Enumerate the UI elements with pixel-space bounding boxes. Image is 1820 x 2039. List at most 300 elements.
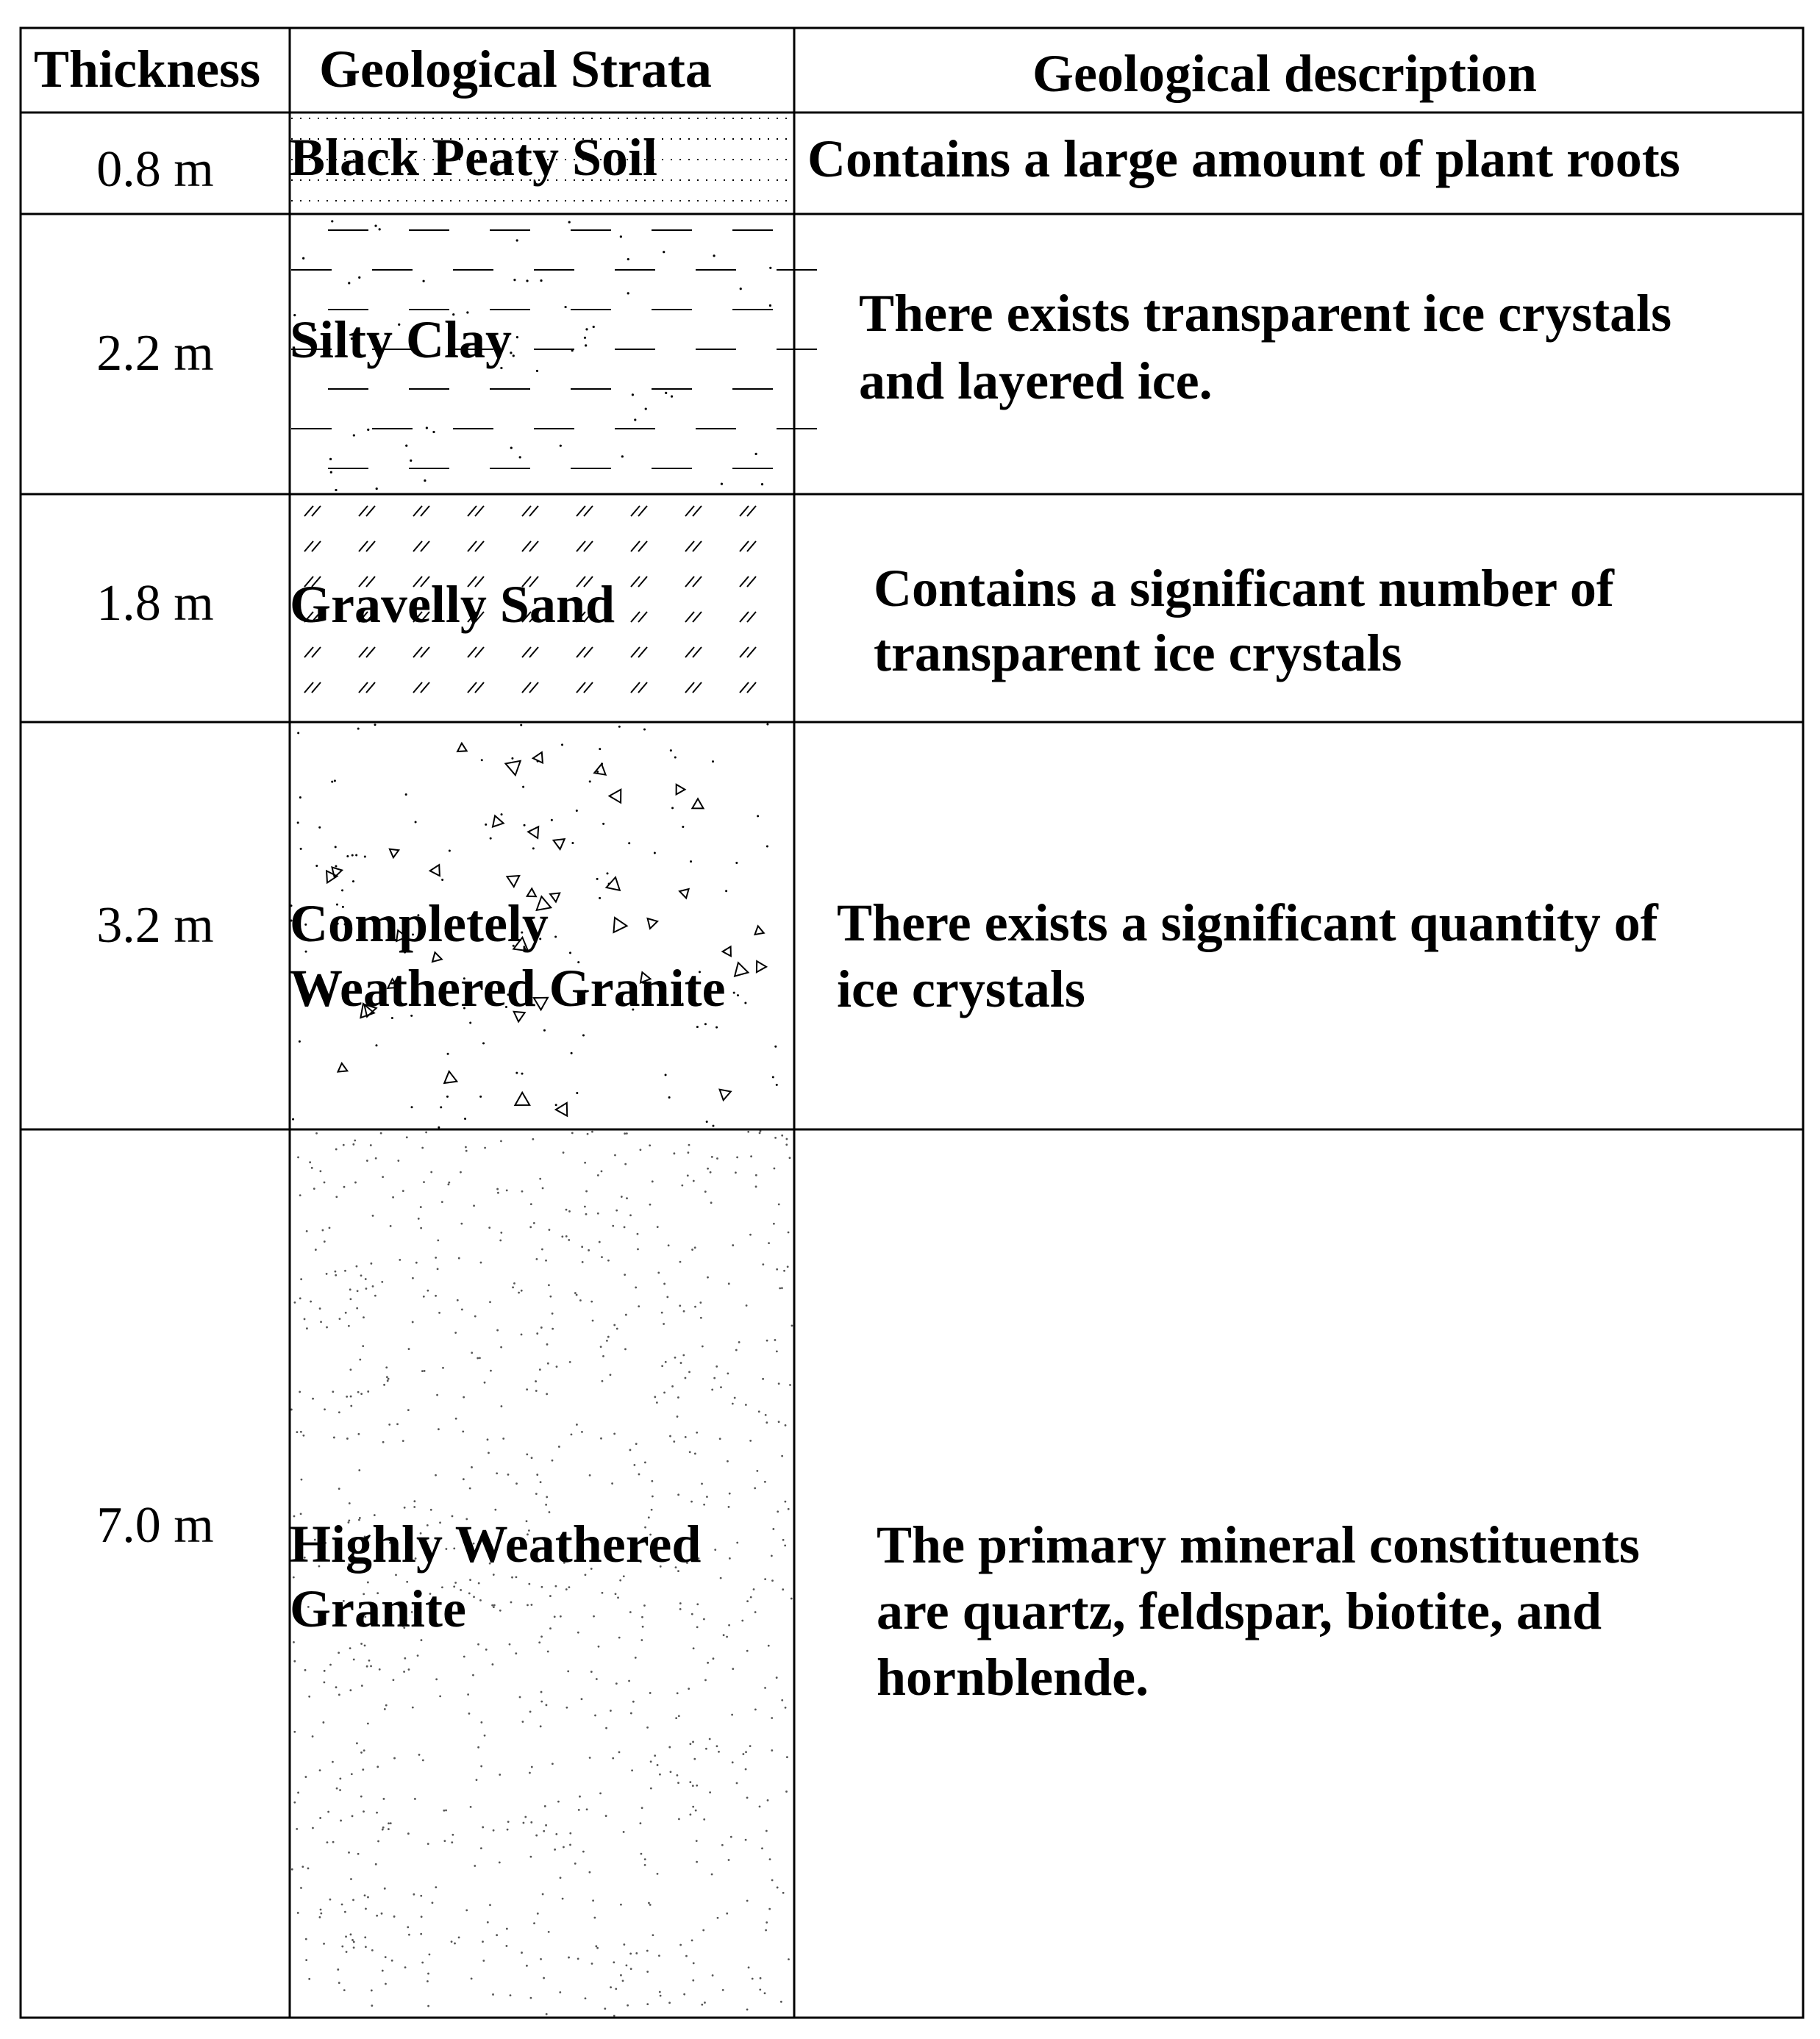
- pattern-dot: [732, 1403, 734, 1405]
- pattern-dot: [694, 1246, 696, 1249]
- pattern-dot: [621, 1196, 623, 1198]
- pattern-dot: [649, 1904, 652, 1906]
- pattern-dot: [648, 1902, 650, 1904]
- pattern-dot: [555, 1104, 557, 1106]
- pattern-dot: [319, 1916, 321, 1918]
- pattern-dot: [339, 1778, 341, 1780]
- pattern-dot: [331, 220, 333, 222]
- pattern-dot: [304, 1318, 306, 1321]
- pattern-dot: [404, 1966, 407, 1968]
- pattern-dot: [717, 1917, 719, 1919]
- pattern-dot: [338, 1411, 340, 1413]
- pattern-dot: [521, 1333, 523, 1335]
- pattern-dot: [442, 1367, 444, 1369]
- pattern-dot: [541, 1249, 543, 1251]
- pattern-dot: [383, 1798, 385, 1800]
- pattern-dot: [492, 1993, 494, 1996]
- pattern-triangle: [757, 961, 766, 972]
- pattern-dot: [331, 781, 333, 783]
- pattern-dot: [427, 1290, 429, 1292]
- pattern-dot: [776, 1268, 778, 1271]
- pattern-dot: [663, 1391, 665, 1393]
- pattern-dot: [418, 1754, 421, 1756]
- pattern-dot: [543, 1029, 546, 1032]
- pattern-dot: [703, 1618, 705, 1621]
- pattern-triangle: [755, 926, 764, 935]
- pattern-triangle: [506, 761, 521, 775]
- pattern-dot: [729, 1493, 731, 1495]
- pattern-dot: [626, 1132, 628, 1135]
- pattern-dot: [673, 1152, 675, 1154]
- pattern-dot: [563, 1846, 565, 1849]
- pattern-slash: [468, 647, 484, 657]
- pattern-dot: [650, 1788, 652, 1790]
- pattern-dot: [632, 1701, 635, 1703]
- pattern-dot: [420, 1227, 422, 1229]
- pattern-dot: [768, 1242, 770, 1244]
- pattern-dot: [364, 1644, 366, 1646]
- pattern-dot: [562, 1898, 564, 1900]
- pattern-dot: [513, 279, 515, 281]
- pattern-dot: [671, 396, 673, 398]
- pattern-dot: [515, 1652, 517, 1654]
- pattern-dot: [745, 1768, 747, 1771]
- pattern-dot: [738, 1341, 741, 1343]
- pattern-dot: [432, 431, 435, 433]
- pattern-dot: [649, 1144, 651, 1146]
- pattern-dot: [675, 1717, 677, 1719]
- pattern-dot: [477, 1643, 479, 1646]
- pattern-dot: [357, 728, 360, 730]
- pattern-dot: [547, 1363, 549, 1365]
- pattern-dot: [789, 1157, 791, 1159]
- pattern-dot: [306, 1327, 308, 1329]
- pattern-dot: [564, 306, 566, 308]
- pattern-dot: [587, 1133, 589, 1135]
- pattern-dot: [524, 1816, 527, 1818]
- pattern-dot: [408, 1668, 410, 1671]
- pattern-dot: [623, 1943, 625, 1946]
- pattern-dot: [390, 1225, 392, 1227]
- pattern-dot: [579, 1299, 582, 1301]
- pattern-dot: [377, 1840, 379, 1843]
- pattern-dot: [454, 1332, 457, 1334]
- pattern-dot: [312, 1735, 314, 1738]
- pattern-dot: [310, 1301, 312, 1303]
- pattern-dot: [324, 1182, 326, 1184]
- pattern-dot: [658, 1954, 660, 1957]
- pattern-dot: [364, 1936, 366, 1938]
- pattern-dot: [339, 1318, 341, 1320]
- pattern-dot: [606, 1340, 608, 1342]
- pattern-dot: [385, 1956, 387, 1958]
- pattern-dot: [764, 1992, 766, 1994]
- pattern-dot: [551, 819, 553, 821]
- pattern-dot: [601, 1256, 603, 1258]
- pattern-dot: [661, 1312, 663, 1314]
- pattern-dot: [297, 1912, 299, 1914]
- pattern-dot: [363, 1316, 365, 1318]
- pattern-dot: [782, 1539, 785, 1541]
- pattern-slash: [359, 506, 375, 516]
- pattern-dot: [397, 1160, 399, 1162]
- pattern-dot: [421, 1147, 424, 1149]
- pattern-dot: [535, 1835, 538, 1837]
- pattern-dot: [716, 1157, 718, 1160]
- pattern-dot: [540, 279, 542, 282]
- pattern-dot: [323, 1943, 325, 1945]
- pattern-dot: [384, 1888, 386, 1890]
- pattern-dot: [354, 1182, 357, 1184]
- pattern-dot: [436, 1394, 438, 1396]
- pattern-dot: [500, 1346, 502, 1349]
- pattern-dot: [385, 1704, 388, 1707]
- pattern-dot: [533, 1222, 535, 1224]
- pattern-dot: [536, 1258, 538, 1260]
- pattern-dot: [771, 1579, 774, 1582]
- pattern-dot: [490, 838, 492, 840]
- pattern-dot: [685, 1436, 687, 1438]
- pattern-dot: [592, 1320, 594, 1322]
- pattern-dot: [657, 1271, 660, 1274]
- pattern-dot: [413, 1893, 415, 1896]
- pattern-dot: [522, 786, 524, 788]
- pattern-dot: [657, 1764, 659, 1766]
- pattern-dot: [677, 1782, 679, 1784]
- pattern-dot: [721, 482, 723, 485]
- pattern-dot: [382, 1829, 384, 1831]
- stratum-row-3-line-1: Gravelly Sand: [290, 575, 615, 634]
- pattern-dot: [615, 1210, 618, 1212]
- pattern-dot: [639, 1822, 641, 1824]
- pattern-dot: [329, 1227, 331, 1229]
- pattern-dot: [422, 280, 424, 282]
- pattern-dot: [365, 1288, 368, 1290]
- pattern-dot: [713, 1377, 715, 1379]
- pattern-dot: [706, 1121, 708, 1123]
- pattern-dot: [624, 1348, 627, 1350]
- pattern-dot: [659, 1991, 661, 1993]
- pattern-dot: [300, 1887, 302, 1889]
- pattern-dot: [540, 1958, 542, 1960]
- pattern-dot: [644, 1858, 646, 1860]
- pattern-dot: [586, 1808, 588, 1810]
- pattern-dot: [376, 1812, 378, 1814]
- pattern-slash: [468, 682, 484, 693]
- pattern-dot: [560, 445, 562, 447]
- pattern-dot: [515, 1072, 518, 1074]
- pattern-triangle: [594, 764, 605, 775]
- pattern-dot: [345, 1935, 347, 1938]
- pattern-dot: [479, 1096, 482, 1098]
- pattern-dot: [552, 1763, 554, 1765]
- pattern-dot: [657, 1873, 659, 1875]
- pattern-dot: [688, 1371, 690, 1373]
- pattern-dot: [355, 854, 357, 856]
- pattern-dot: [602, 1355, 604, 1357]
- pattern-dot: [630, 1968, 632, 1970]
- pattern-dot: [412, 1321, 414, 1324]
- pattern-dot: [359, 1359, 361, 1361]
- stratum-row-4-line-1: Completely: [290, 894, 549, 953]
- pattern-dot: [778, 1203, 780, 1205]
- pattern-dot: [670, 1771, 672, 1773]
- pattern-dot: [781, 1699, 783, 1701]
- pattern-dot: [709, 1738, 711, 1740]
- pattern-dot: [474, 1315, 477, 1318]
- pattern-dot: [678, 1818, 680, 1821]
- pattern-dot: [726, 1636, 728, 1638]
- pattern-dot: [784, 1501, 786, 1503]
- pattern-dot: [571, 1132, 574, 1134]
- pattern-dot: [324, 1408, 326, 1410]
- pattern-slash: [413, 647, 429, 657]
- pattern-dot: [576, 810, 578, 812]
- pattern-dot: [581, 1246, 583, 1248]
- pattern-dot: [464, 1118, 466, 1120]
- pattern-dot: [625, 1314, 627, 1316]
- pattern-slash: [685, 612, 702, 622]
- pattern-dot: [674, 1357, 677, 1359]
- pattern-slash: [631, 506, 647, 516]
- description-row-4-line-2: ice crystals: [837, 960, 1085, 1018]
- pattern-dot: [616, 1328, 618, 1330]
- pattern-dot: [507, 1821, 510, 1823]
- pattern-dot: [338, 1693, 340, 1696]
- pattern-dot: [411, 1106, 413, 1108]
- pattern-dot: [363, 1749, 365, 1751]
- pattern-dot: [791, 1324, 793, 1326]
- pattern-dot: [429, 1954, 431, 1956]
- pattern-dot: [423, 1296, 425, 1298]
- pattern-dot: [544, 1805, 546, 1807]
- pattern-dot: [467, 1693, 469, 1696]
- pattern-triangle: [430, 865, 440, 876]
- pattern-dot: [781, 1287, 783, 1289]
- pattern-dot: [292, 1118, 294, 1121]
- pattern-dot: [300, 1278, 302, 1280]
- pattern-dot: [435, 1257, 437, 1259]
- pattern-dot: [610, 1710, 612, 1712]
- pattern-dot: [677, 1415, 679, 1418]
- pattern-dot: [402, 1190, 404, 1192]
- pattern-dot: [677, 1692, 679, 1694]
- pattern-dot: [312, 1398, 314, 1400]
- pattern-dot: [482, 1826, 484, 1829]
- pattern-dot: [754, 1487, 756, 1489]
- pattern-dot: [407, 1832, 410, 1835]
- pattern-dot: [381, 1913, 383, 1915]
- pattern-dot: [677, 1774, 679, 1776]
- pattern-dot: [438, 1312, 440, 1314]
- pattern-dot: [375, 1157, 377, 1160]
- pattern-dot: [613, 1432, 615, 1435]
- pattern-dot: [324, 1682, 326, 1684]
- pattern-dot: [565, 1235, 568, 1238]
- pattern-dot: [311, 1167, 313, 1169]
- pattern-dot: [599, 1241, 601, 1243]
- pattern-dot: [685, 1377, 687, 1379]
- pattern-dot: [589, 1474, 591, 1476]
- pattern-dot: [631, 1769, 633, 1771]
- pattern-dot: [465, 1150, 468, 1152]
- pattern-dot: [515, 1482, 518, 1485]
- pattern-dot: [649, 1204, 652, 1206]
- pattern-dot: [293, 1731, 296, 1733]
- pattern-dot: [574, 1863, 577, 1865]
- pattern-dot: [559, 1991, 561, 1993]
- pattern-dot: [521, 1951, 523, 1954]
- pattern-triangle: [692, 799, 703, 808]
- pattern-dot: [349, 1689, 351, 1691]
- pattern-dot: [727, 1460, 729, 1463]
- pattern-dot: [635, 1287, 637, 1289]
- pattern-dot: [610, 1986, 612, 1988]
- pattern-dot: [683, 1310, 685, 1313]
- pattern-dot: [736, 1782, 738, 1785]
- pattern-dot: [455, 1418, 457, 1420]
- pattern-dot: [785, 1143, 788, 1146]
- pattern-dot: [596, 771, 599, 773]
- pattern-dot: [554, 1849, 556, 1851]
- pattern-dot: [408, 1934, 410, 1936]
- pattern-dot: [622, 1980, 624, 1982]
- pattern-slash: [522, 541, 538, 551]
- pattern-dot: [601, 763, 603, 765]
- pattern-dot: [624, 1163, 627, 1165]
- pattern-dot: [349, 1368, 351, 1371]
- pattern-dot: [335, 1686, 338, 1688]
- pattern-dot: [432, 1901, 434, 1904]
- pattern-slash: [685, 541, 702, 551]
- pattern-dot: [302, 257, 304, 260]
- pattern-dot: [506, 1189, 508, 1191]
- pattern-dot: [606, 872, 608, 874]
- pattern-dot: [537, 760, 539, 763]
- pattern-dot: [319, 1817, 321, 1819]
- pattern-dot: [507, 1474, 510, 1476]
- pattern-dot: [774, 1137, 777, 1139]
- pattern-dot: [379, 1668, 381, 1671]
- pattern-dot: [371, 1949, 374, 1951]
- pattern-dot: [589, 1757, 591, 1759]
- pattern-dot: [412, 1707, 414, 1709]
- pattern-dot: [539, 1368, 541, 1371]
- pattern-dot: [370, 1144, 372, 1146]
- pattern-dot: [696, 1785, 698, 1787]
- pattern-dot: [783, 1270, 785, 1272]
- description-row-2-line-1: There exists transparent ice crystals: [859, 284, 1672, 343]
- pattern-dot: [521, 1290, 523, 1292]
- pattern-slash: [413, 541, 429, 551]
- pattern-dot: [351, 1773, 353, 1775]
- pattern-dot: [349, 1288, 351, 1290]
- thickness-row-4: 3.2 m: [96, 897, 214, 954]
- pattern-dot: [596, 1947, 599, 1949]
- pattern-dot: [727, 1372, 729, 1374]
- pattern-dot: [360, 1751, 363, 1754]
- description-row-4-line-1: There exists a significant quantity of: [837, 893, 1658, 952]
- pattern-dot: [613, 1324, 615, 1326]
- pattern-dot: [699, 1301, 702, 1304]
- pattern-dot: [346, 855, 349, 857]
- thickness-row-1: 0.8 m: [96, 141, 214, 198]
- pattern-dot: [734, 1397, 736, 1399]
- stratum-row-3: [290, 572, 615, 637]
- pattern-triangle: [444, 1071, 457, 1083]
- pattern-dot: [424, 1370, 426, 1372]
- pattern-dot: [759, 1132, 761, 1134]
- pattern-dot: [376, 488, 378, 490]
- pattern-dot: [393, 1757, 396, 1760]
- pattern-dot: [388, 1822, 390, 1824]
- pattern-dot: [293, 1660, 296, 1663]
- pattern-dot: [591, 1131, 593, 1133]
- pattern-triangle: [457, 743, 467, 751]
- pattern-dot: [695, 1810, 697, 1812]
- pattern-dot: [335, 865, 337, 867]
- pattern-dot: [755, 453, 757, 455]
- pattern-dot: [542, 1188, 544, 1190]
- pattern-dot: [383, 1384, 385, 1386]
- pattern-dot: [386, 1376, 388, 1378]
- pattern-dot: [585, 1190, 588, 1193]
- pattern-dot: [546, 1343, 549, 1346]
- pattern-dot: [711, 1389, 713, 1391]
- pattern-dot: [561, 743, 563, 746]
- pattern-dot: [618, 1751, 621, 1753]
- pattern-dot: [385, 1366, 388, 1368]
- pattern-dot: [330, 471, 332, 474]
- pattern-dot: [339, 1789, 341, 1791]
- pattern-dot: [476, 1779, 478, 1781]
- pattern-dot: [443, 1810, 445, 1812]
- pattern-dot: [584, 1206, 586, 1208]
- pattern-dot: [335, 1274, 337, 1276]
- pattern-dot: [709, 1791, 711, 1793]
- pattern-dot: [499, 1861, 501, 1863]
- pattern-dot: [502, 1438, 504, 1440]
- pattern-dot: [712, 760, 714, 763]
- pattern-dot: [720, 1577, 722, 1579]
- pattern-dot: [332, 1761, 334, 1763]
- pattern-dot: [335, 1196, 338, 1198]
- pattern-dot: [451, 1841, 453, 1843]
- pattern-dot: [451, 1940, 453, 1943]
- pattern-slash: [685, 682, 702, 693]
- pattern-dot: [761, 1847, 763, 1849]
- pattern-dot: [774, 1168, 776, 1170]
- pattern-dot: [530, 1821, 532, 1824]
- pattern-dot: [552, 1313, 554, 1315]
- pattern-slash: [631, 647, 647, 657]
- pattern-dot: [707, 1662, 709, 1664]
- pattern-dot: [568, 221, 571, 223]
- pattern-dot: [663, 1323, 665, 1325]
- pattern-dot: [346, 1951, 348, 1953]
- pattern-dot: [610, 1374, 612, 1376]
- pattern-dot: [707, 1168, 709, 1170]
- pattern-dot: [506, 1945, 508, 1947]
- pattern-dot: [357, 1290, 359, 1292]
- pattern-dot: [335, 1271, 337, 1273]
- pattern-dot: [536, 1332, 538, 1335]
- pattern-dot: [540, 1701, 543, 1703]
- pattern-slash: [740, 576, 756, 587]
- pattern-dot: [299, 1194, 301, 1196]
- pattern-dot: [499, 1774, 501, 1776]
- pattern-dot: [768, 1645, 770, 1647]
